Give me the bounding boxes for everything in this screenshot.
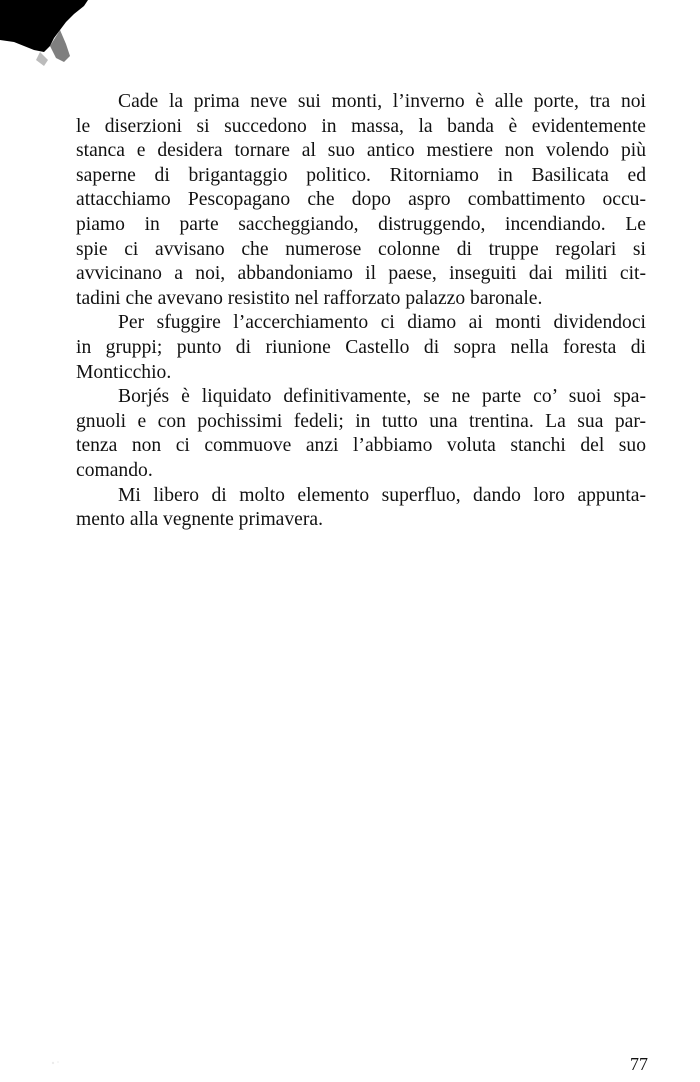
- text-line: spie ci avvisano che numerose colonne di truppe regolari si: [76, 238, 646, 260]
- text-line: stanca e desidera tornare al suo antico mestiere non volendo più: [76, 140, 646, 162]
- text-line: Mi libero di molto elemento superfluo, dando loro appunta-: [118, 484, 646, 506]
- text-line: attacchiamo Pescopagano che dopo aspro combattimento occu-: [76, 189, 646, 211]
- text-line: in gruppi; punto di riunione Castello di sopra nella foresta di: [76, 336, 646, 358]
- text-line: mento alla vegnente primavera.: [76, 509, 323, 531]
- text-line: avvicinano a noi, abbandoniamo il paese, inseguiti dai militi cit-: [76, 263, 646, 285]
- text-line: comando.: [76, 459, 153, 481]
- text-line: Monticchio.: [76, 361, 172, 383]
- text-line: tenza non ci commuove anzi l’abbiamo voluta stanchi del suo: [76, 435, 646, 457]
- page-number: 77: [630, 1054, 648, 1074]
- scan-speck: [50, 1060, 62, 1066]
- text-line: Cade la prima neve sui monti, l’inverno è alle porte, tra noi: [118, 91, 646, 112]
- text-line: gnuoli e con pochissimi fedeli; in tutto una trentina. La sua par-: [76, 410, 646, 432]
- text-line: le diserzioni si succedono in massa, la banda è evidentemente: [76, 115, 646, 137]
- scan-shadow-corner: [0, 0, 90, 80]
- text-line: saperne di brigantaggio politico. Ritorniamo in Basilicata ed: [76, 164, 646, 186]
- body-text: [76, 90, 646, 533]
- text-line: piamo in parte saccheggiando, distruggendo, incendiando. Le: [76, 213, 646, 235]
- text-line: Per sfuggire l’accerchiamento ci diamo ai monti dividendoci: [118, 312, 646, 334]
- text-line: tadini che avevano resistito nel rafforzato palazzo baronale.: [76, 287, 543, 309]
- text-line: Borjés è liquidato definitivamente, se ne parte co’ suoi spa-: [118, 386, 646, 408]
